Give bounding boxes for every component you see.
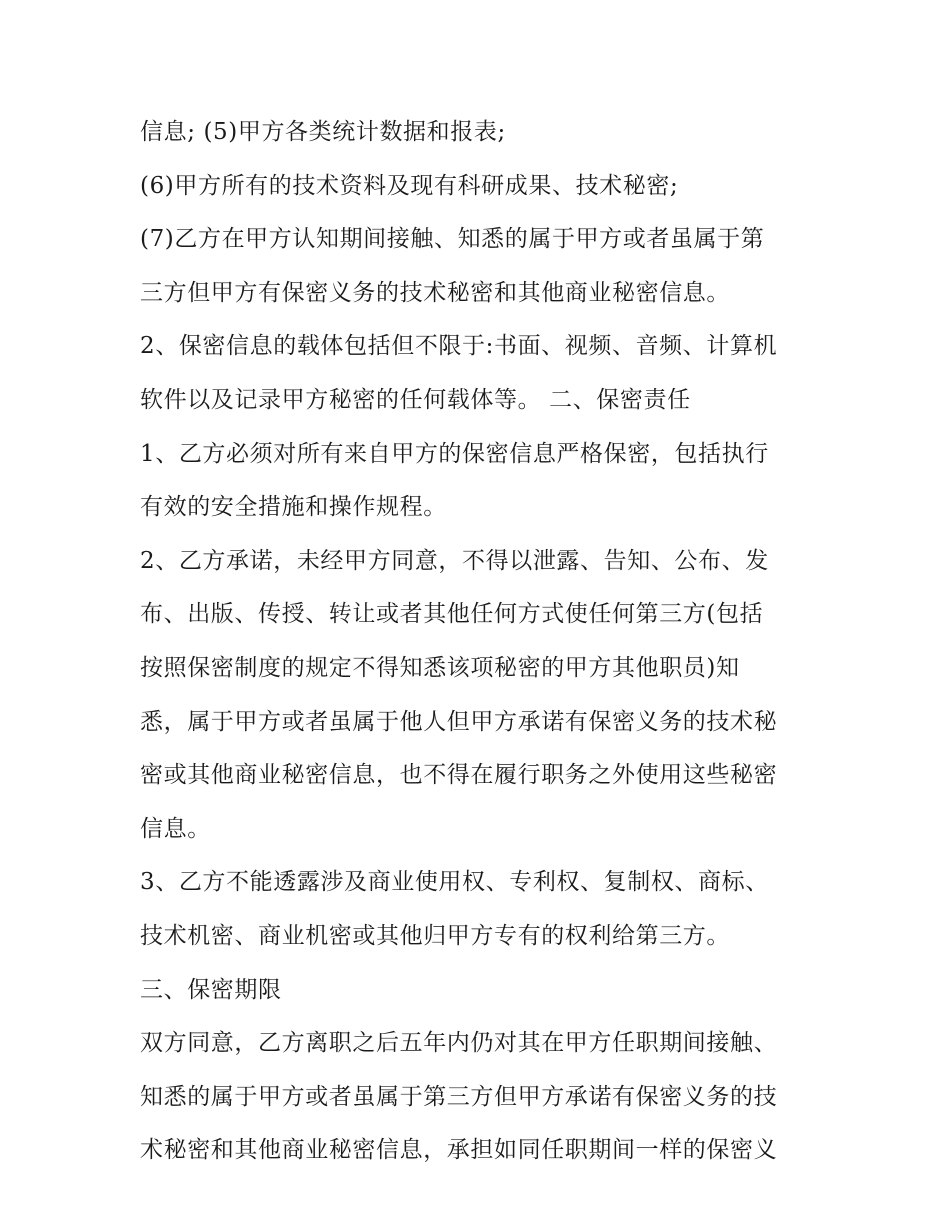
section-heading: 三、保密期限 <box>140 976 282 1003</box>
text-line: (6)甲方所有的技术资料及现有科研成果、技术秘密; <box>140 172 679 199</box>
text-line: 3、乙方不能透露涉及商业使用权、专利权、复制权、商标、 <box>140 869 769 896</box>
text-line: 密或其他商业秘密信息，也不得在履行职务之外使用这些秘密 <box>140 762 778 789</box>
text-line: 按照保密制度的规定不得知悉该项秘密的甲方其他职员)知 <box>140 654 740 681</box>
text-line: 2、保密信息的载体包括但不限于:书面、视频、音频、计算机 <box>140 333 778 360</box>
text-line: 悉，属于甲方或者虽属于他人但甲方承诺有保密义务的技术秘 <box>140 708 778 735</box>
document-body <box>140 106 820 1178</box>
text-line: 双方同意，乙方离职之后五年内仍对其在甲方任职期间接触、 <box>140 1030 778 1057</box>
text-line: 知悉的属于甲方或者虽属于第三方但甲方承诺有保密义务的技 <box>140 1083 778 1110</box>
text-line: 术秘密和其他商业秘密信息，承担如同任职期间一样的保密义 <box>140 1137 778 1164</box>
text-line: 软件以及记录甲方秘密的任何载体等。 二、保密责任 <box>140 386 691 413</box>
text-line: 信息; (5)甲方各类统计数据和报表; <box>140 119 506 145</box>
text-line: 布、出版、传授、转让或者其他任何方式使任何第三方(包括 <box>140 601 764 628</box>
text-line: 1、乙方必须对所有来自甲方的保密信息严格保密，包括执行 <box>140 440 769 467</box>
text-line: 三方但甲方有保密义务的技术秘密和其他商业秘密信息。 <box>140 279 730 306</box>
text-line: 技术机密、商业机密或其他归甲方专有的权利给第三方。 <box>140 922 730 949</box>
text-line: 信息。 <box>140 815 211 842</box>
text-line: 2、乙方承诺，未经甲方同意，不得以泄露、告知、公布、发 <box>140 547 769 574</box>
text-line: (7)乙方在甲方认知期间接触、知悉的属于甲方或者虽属于第 <box>140 226 765 253</box>
text-line: 有效的安全措施和操作规程。 <box>140 494 447 521</box>
